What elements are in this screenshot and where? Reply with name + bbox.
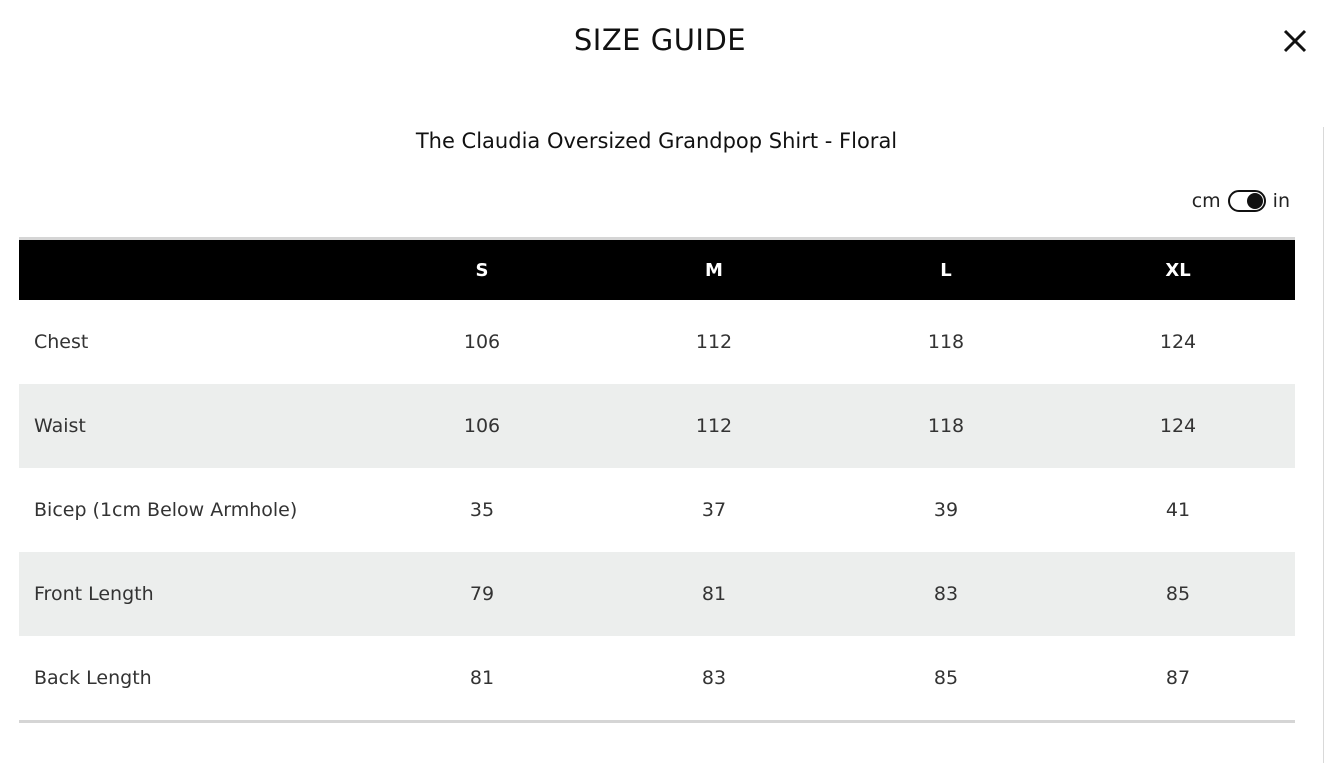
table-cell: 83 bbox=[933, 583, 959, 605]
table-cell: 85 bbox=[1165, 583, 1191, 605]
table-cell: 124 bbox=[1159, 331, 1197, 353]
size-table bbox=[19, 237, 1295, 723]
table-cell: 35 bbox=[469, 499, 495, 521]
close-icon bbox=[1283, 29, 1307, 53]
table-row bbox=[19, 468, 1295, 552]
table-row bbox=[19, 300, 1295, 384]
table-cell: 112 bbox=[695, 415, 733, 437]
table-cell: 81 bbox=[469, 667, 495, 689]
table-cell: 37 bbox=[701, 499, 727, 521]
table-row bbox=[19, 636, 1295, 720]
table-cell: 124 bbox=[1159, 415, 1197, 437]
table-cell: 106 bbox=[463, 331, 501, 353]
table-row bbox=[19, 552, 1295, 636]
table-cell: 118 bbox=[927, 331, 965, 353]
row-label: Front Length bbox=[34, 583, 154, 605]
header-cell-m: M bbox=[705, 259, 723, 281]
unit-toggle bbox=[1192, 190, 1290, 212]
unit-in-label[interactable]: in bbox=[1272, 190, 1290, 212]
table-cell: 41 bbox=[1165, 499, 1191, 521]
table-cell: 87 bbox=[1165, 667, 1191, 689]
table-row bbox=[19, 384, 1295, 468]
row-label: Back Length bbox=[34, 667, 152, 689]
table-cell: 79 bbox=[469, 583, 495, 605]
table-cell: 118 bbox=[927, 415, 965, 437]
unit-toggle-switch[interactable] bbox=[1228, 190, 1266, 212]
row-label: Chest bbox=[34, 331, 89, 353]
modal-title: SIZE GUIDE bbox=[573, 23, 747, 57]
toggle-knob bbox=[1247, 193, 1263, 209]
table-cell: 106 bbox=[463, 415, 501, 437]
table-cell: 112 bbox=[695, 331, 733, 353]
header-cell-xl: XL bbox=[1165, 259, 1191, 281]
table-cell: 85 bbox=[933, 667, 959, 689]
table-cell: 83 bbox=[701, 667, 727, 689]
table-cell: 39 bbox=[933, 499, 959, 521]
close-button[interactable] bbox=[1278, 24, 1312, 58]
table-cell: 81 bbox=[701, 583, 727, 605]
header-cell-l: L bbox=[940, 259, 952, 281]
unit-cm-label[interactable]: cm bbox=[1191, 190, 1221, 212]
product-name: The Claudia Oversized Grandpop Shirt - Floral bbox=[415, 129, 898, 153]
table-header bbox=[19, 240, 1295, 300]
header-cell-s: S bbox=[475, 259, 489, 281]
row-label: Bicep (1cm Below Armhole) bbox=[34, 499, 298, 521]
row-label: Waist bbox=[34, 415, 86, 437]
scrollbar-track[interactable] bbox=[1323, 127, 1324, 763]
